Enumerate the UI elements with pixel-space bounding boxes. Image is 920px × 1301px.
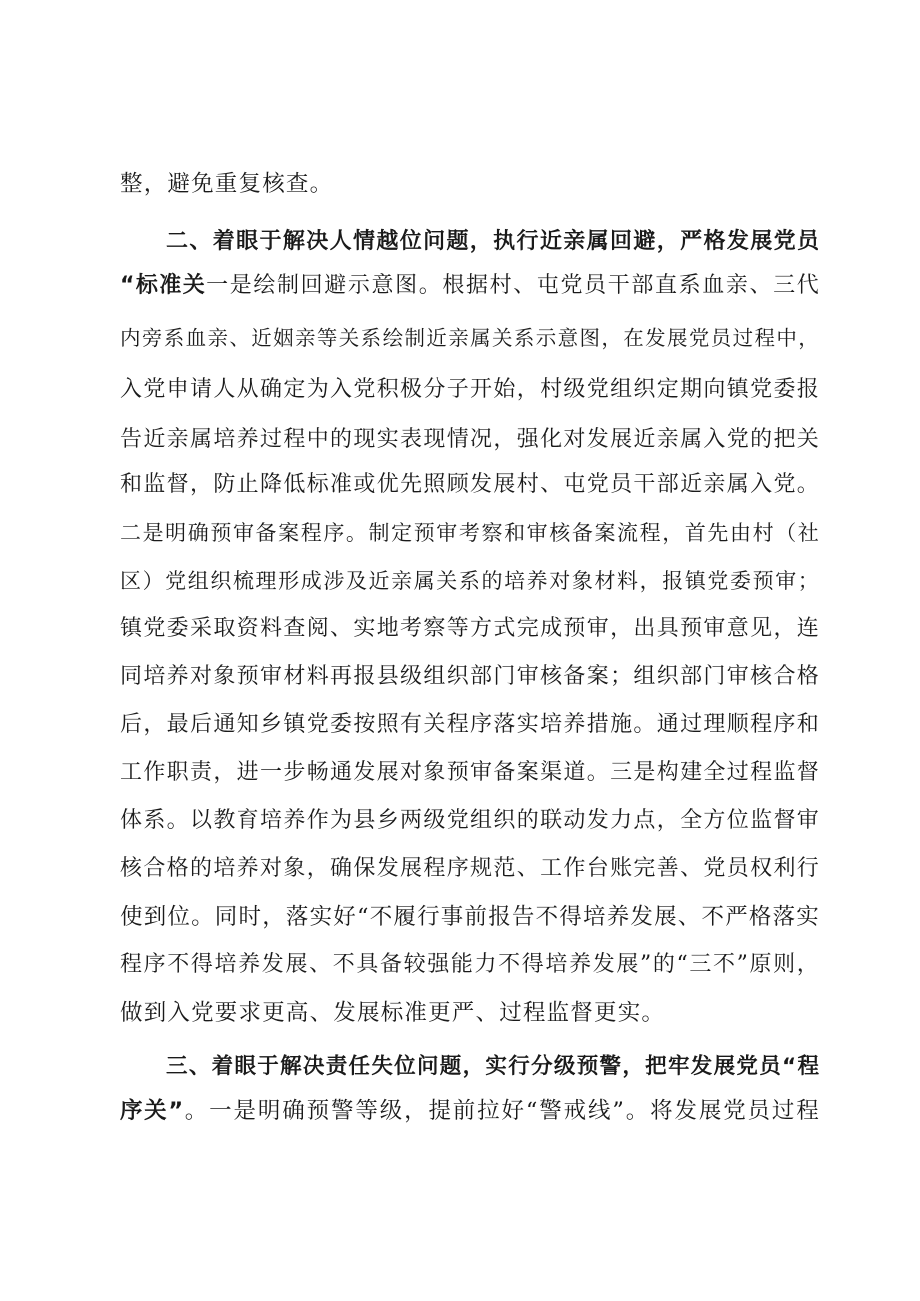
heading-2-line-1 [166,222,820,262]
line-text: 。一是明确预警等级，提前拉好“警戒线”。将发展党员过程 [184,1098,820,1124]
text-line-1 [120,164,820,204]
line-text: 告近亲属培养过程中的现实表现情况，强化对发展近亲属入党的把关 [120,427,820,452]
heading-3-line-2 [120,1091,820,1131]
line-text: 使到位。同时，落实好“不履行事前报告不得培养发展、不严格落实 [120,904,821,930]
text-line-16 [120,897,820,937]
line-text: 做到入党要求更高、发展标准更严、过程监督更实。 [120,1000,666,1026]
section-heading-tail: “标准关 [120,273,207,298]
text-line-11 [120,657,820,697]
line-text: 和监督，防止降低标准或优先照顾发展村、屯党员干部近亲属入党。 [120,472,820,497]
line-text: 镇党委采取资料查阅、实地考察等方式完成预审，出具预审意见，连 [120,616,820,641]
text-line-18 [120,993,820,1033]
line-text: 核合格的培养对象，确保发展程序规范、工作台账完善、党员权利行 [120,856,820,881]
heading-3-line-1 [166,1047,820,1087]
text-line-15 [120,849,820,889]
text-line-8 [120,513,820,553]
line-text: 整，避免重复核查。 [120,171,334,197]
line-text: 后，最后通知乡镇党委按照有关程序落实培养措施。通过理顺程序和 [120,712,820,737]
section-heading: 二、着眼于解决人情越位问题，执行近亲属回避，严格发展党员 [166,229,820,254]
line-text: 内旁系血亲、近姻亲等关系绘制近亲属关系示意图，在发展党员过程中， [120,326,820,350]
text-line-7 [120,465,820,505]
line-text: 工作职责，进一步畅通发展对象预审备案渠道。三是构建全过程监督 [120,760,820,785]
line-text: 入党申请人从确定为入党积极分子开始，村级党组织定期向镇党委报 [120,377,820,402]
text-line-13 [120,753,820,793]
section-heading-tail: 序关” [120,1098,185,1124]
heading-2-line-2 [120,266,820,306]
text-line-9 [120,561,820,601]
line-text: 区）党组织梳理形成涉及近亲属关系的培养对象材料，报镇党委预审； [120,569,820,593]
text-line-14 [120,801,820,841]
line-text: 二是明确预审备案程序。制定预审考察和审核备案流程，首先由村（社 [120,521,820,545]
line-text: 程序不得培养发展、不具备较强能力不得培养发展”的“三不”原则， [120,952,820,977]
line-text: 体系。以教育培养作为县乡两级党组织的联动发力点，全方位监督审 [120,808,820,833]
text-line-5 [120,370,820,410]
text-line-4 [120,318,820,358]
line-text: 同培养对象预审材料再报县级组织部门审核备案；组织部门审核合格 [120,664,820,689]
text-line-17 [120,945,820,985]
line-text: 一是绘制回避示意图。根据村、屯党员干部直系血亲、三代 [206,273,821,298]
text-line-12 [120,705,820,745]
text-line-6 [120,420,820,460]
section-heading: 三、着眼于解决责任失位问题，实行分级预警，把牢发展党员“程 [166,1054,820,1079]
text-line-10 [120,609,820,649]
